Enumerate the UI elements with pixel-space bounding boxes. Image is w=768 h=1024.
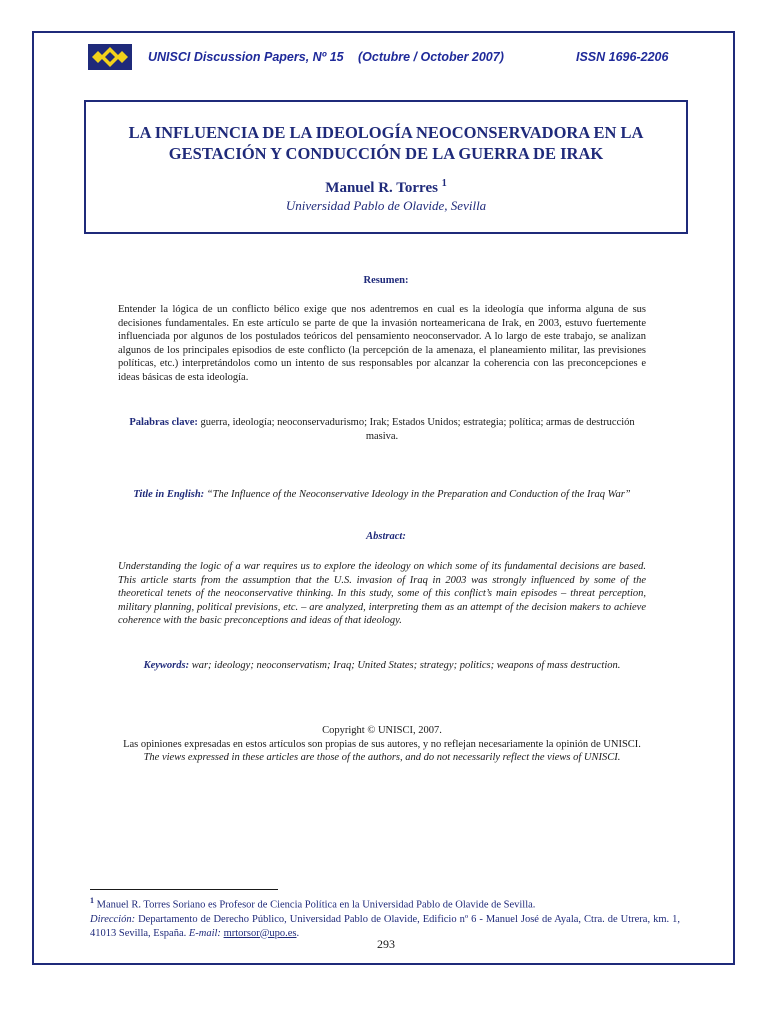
author-footnote-mark[interactable]: 1 xyxy=(441,178,447,189)
issue-date: (Octubre / October 2007) xyxy=(358,50,504,64)
disclaimer-es: Las opiniones expresadas en estos artículos son propias de sus autores, y no reflejan necesariamente la opinión de UNISCI. xyxy=(123,738,641,750)
keywords-value: war; ideology; neoconservatism; Iraq; United States; strategy; politics; weapons of mass destruction. xyxy=(191,660,621,671)
paper-title xyxy=(86,122,686,164)
page-number: 293 xyxy=(377,937,395,951)
palabras-clave-label: Palabras clave: xyxy=(129,417,198,428)
journal-header xyxy=(88,44,688,70)
email-label: E-mail: xyxy=(188,927,221,939)
email-suffix: . xyxy=(296,927,300,939)
address-text: Departamento de Derecho Público, Universidad Pablo de Olavide, Edificio nº 6 - Manuel José de Ayala, Ctra. de Utrera, km. 1, 41013 Sevilla, España. xyxy=(90,913,680,939)
abstract-heading: Abstract: xyxy=(366,531,406,542)
footnote-divider xyxy=(90,889,278,890)
address-label: Dirección: xyxy=(90,913,136,925)
title-in-english xyxy=(110,488,654,502)
title-in-english-value: “The Influence of the Neoconservative Ideology in the Preparation and Conduction of the Iraq War” xyxy=(206,489,631,500)
author-name: Manuel R. Torres xyxy=(325,180,438,196)
abstract-body: Understanding the logic of a war requires us to explore the ideology on which some of its fundamental decisions are based. This article starts from the assumption that the U.S. invasion of Iraq in 2003 was strongly influenced by some of the theoretical tenets of the neoconservative thinking. In this study, some of this conflict’s main episodes – threat perception, military planning, political previsions, etc. – are analyzed, interpreting them as an attempt of the decision makers to achieve coherence with the basic preconceptions and ideas of that ideology. xyxy=(118,561,646,627)
issn: ISSN 1696-2206 xyxy=(576,50,669,64)
footnote xyxy=(90,894,680,941)
keywords xyxy=(118,659,646,673)
footnote-mark: 1 xyxy=(90,896,94,905)
email-link[interactable]: mrtorsor@upo.es xyxy=(223,927,297,939)
resumen-body: Entender la lógica de un conflicto bélico exige que nos adentremos en cual es la ideología que informa alguna de sus decisiones fundamentales. En este artículo se parte de que la invasión norteamericana de Irak, en 2003, estuvo fuertemente influenciada por algunos de los postulados teóricos del pensamiento neoconservador. A lo largo de este trabajo, se analizan algunos de los principales episodios de este conflicto (la percepción de la amenaza, el planeamiento militar, las previsiones políticas, etc.) interpretándolos como un intento de sus responsables por alcanzar la coherencia con las preconcepciones e ideas básicas de esta ideología. xyxy=(118,304,646,383)
title-line-2: GESTACIÓN Y CONDUCCIÓN DE LA GUERRA DE IRAK xyxy=(168,144,604,163)
keywords-label: Keywords: xyxy=(143,660,190,671)
title-box xyxy=(84,100,688,234)
palabras-clave xyxy=(118,416,646,443)
unisci-logo-icon xyxy=(88,44,132,70)
palabras-clave-value: guerra, ideología; neoconservadurismo; Irak; Estados Unidos; estrategia; política; armas de destrucción masiva. xyxy=(200,417,635,442)
title-in-english-label: Title in English: xyxy=(133,489,205,500)
author xyxy=(86,178,686,197)
journal-series: UNISCI Discussion Papers, Nº 15 xyxy=(148,50,344,64)
copyright-line: Copyright © UNISCI, 2007. xyxy=(322,725,442,736)
title-line-1: LA INFLUENCIA DE LA IDEOLOGÍA NEOCONSERVADORA EN LA xyxy=(128,123,644,142)
disclaimer-en: The views expressed in these articles are those of the authors, and do not necessarily reflect the views of UNISCI. xyxy=(143,752,621,764)
resumen-heading: Resumen: xyxy=(363,275,409,286)
footnote-text: Manuel R. Torres Soriano es Profesor de Ciencia Política en la Universidad Pablo de Olavide de Sevilla. xyxy=(96,899,536,911)
copyright-block xyxy=(116,724,648,765)
author-affiliation: Universidad Pablo de Olavide, Sevilla xyxy=(285,198,487,213)
